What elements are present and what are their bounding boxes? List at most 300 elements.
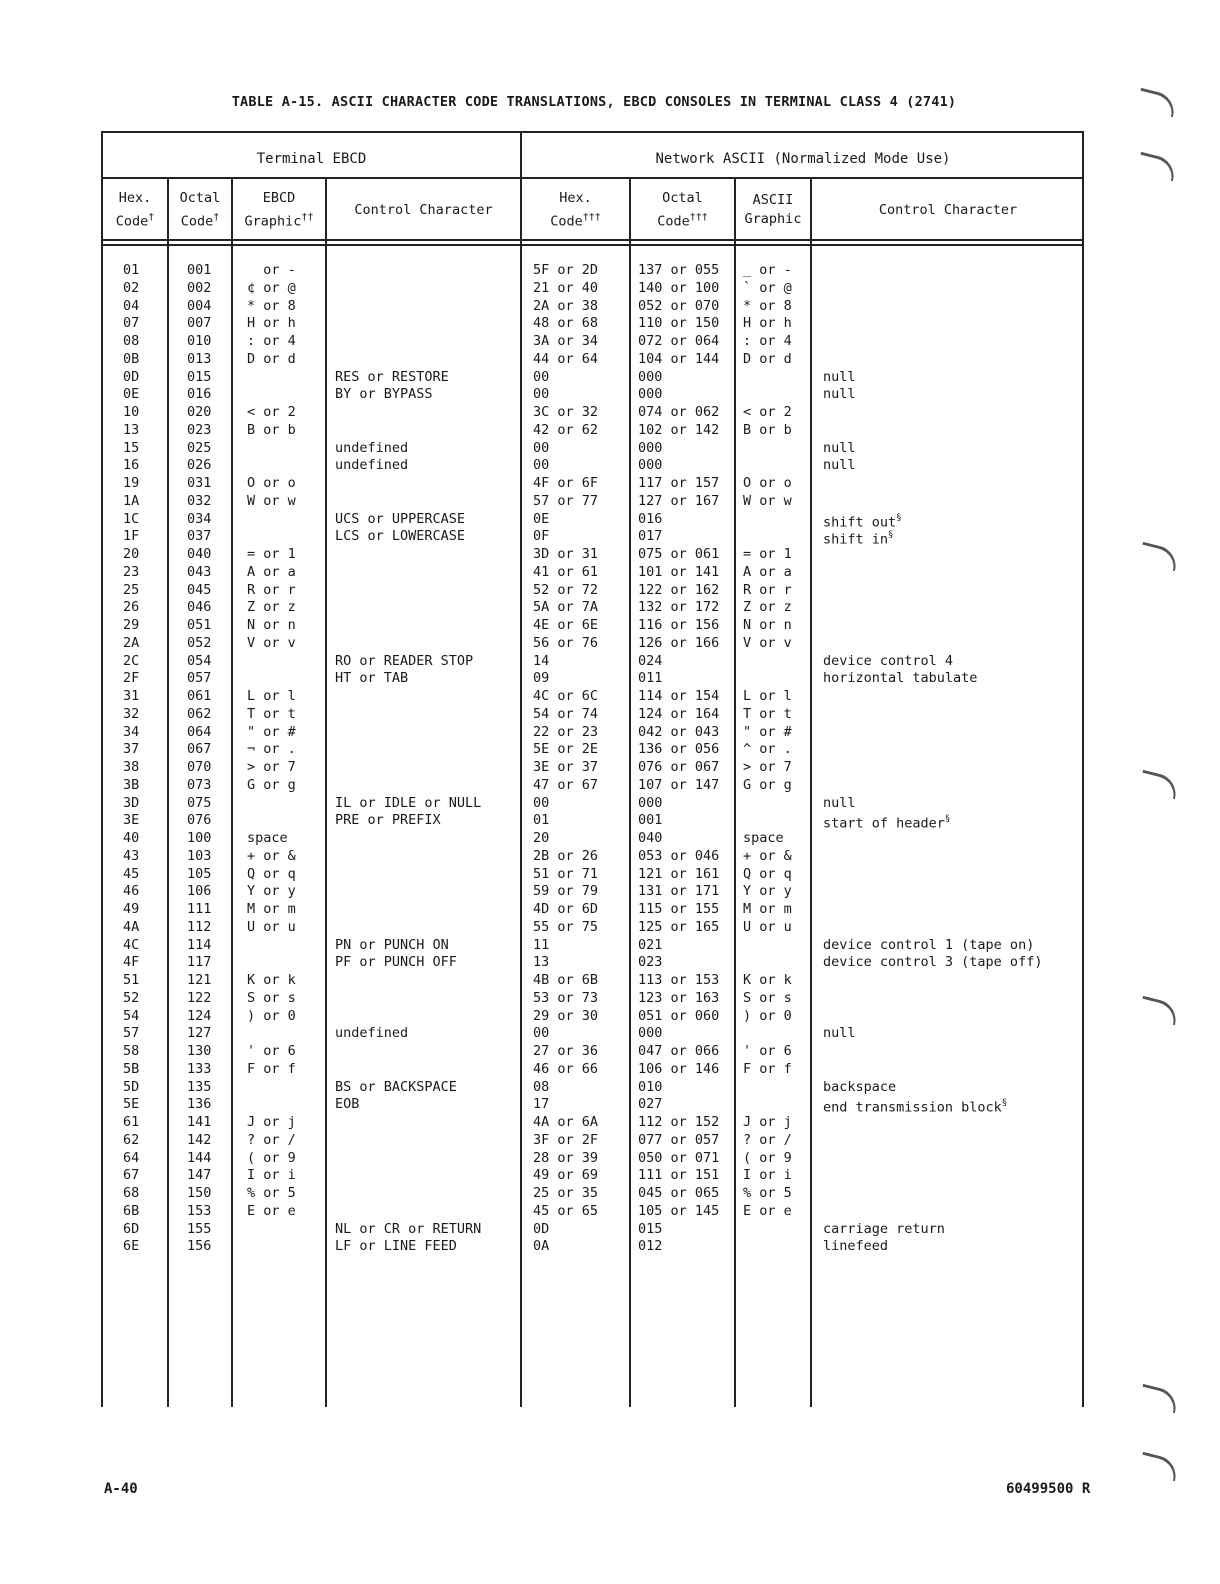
ascii-graphic-cell: L or l bbox=[743, 688, 792, 704]
octal-code-cell: 124 bbox=[187, 1007, 212, 1024]
octal-code-cell: 032 bbox=[187, 492, 212, 509]
header-octal-code: Octal Code† bbox=[179, 189, 221, 230]
octal-code-cell: 100 bbox=[187, 830, 212, 846]
table-row bbox=[103, 1078, 1082, 1096]
ascii-hex-code-cell: 0F bbox=[533, 528, 550, 545]
control-character-cell: HT or TAB bbox=[335, 670, 409, 687]
table-row bbox=[103, 1060, 1082, 1078]
ascii-graphic-cell: W or w bbox=[743, 492, 792, 509]
ascii-hex-code-cell: 41 or 61 bbox=[533, 563, 599, 580]
ascii-octal-code-cell: 116 or 156 bbox=[638, 617, 720, 633]
table-row bbox=[103, 1220, 1082, 1238]
control-character-cell: NL or CR or RETURN bbox=[335, 1220, 482, 1237]
hex-code-cell: 2A bbox=[123, 634, 140, 651]
footnote-mark: § bbox=[888, 530, 894, 541]
ebcd-graphic-cell: D or d bbox=[247, 350, 296, 367]
ascii-octal-code-cell: 110 or 150 bbox=[638, 315, 720, 332]
octal-code-cell: 142 bbox=[187, 1131, 212, 1148]
octal-code-cell: 103 bbox=[187, 847, 212, 864]
hex-code-cell: 68 bbox=[123, 1185, 140, 1201]
hex-code-cell: 32 bbox=[123, 705, 140, 722]
hex-code-cell: 23 bbox=[123, 563, 140, 580]
ebcd-graphic-cell: R or r bbox=[247, 581, 296, 598]
octal-code-cell: 121 bbox=[187, 972, 212, 988]
ascii-octal-code-cell: 123 or 163 bbox=[638, 989, 720, 1006]
hex-code-cell: 52 bbox=[123, 989, 140, 1006]
octal-code-cell: 004 bbox=[187, 297, 212, 314]
octal-code-cell: 031 bbox=[187, 475, 212, 491]
ebcd-graphic-cell: ' or 6 bbox=[247, 1043, 296, 1059]
ascii-hex-code-cell: 3E or 37 bbox=[533, 759, 599, 775]
binder-hole-mark bbox=[1138, 1384, 1180, 1414]
ebcd-graphic-cell: : or 4 bbox=[247, 333, 296, 349]
hex-code-cell: 4A bbox=[123, 918, 140, 935]
octal-code-cell: 111 bbox=[187, 901, 212, 917]
octal-code-cell: 025 bbox=[187, 439, 212, 456]
table-row bbox=[103, 403, 1082, 421]
ascii-graphic-cell: ( or 9 bbox=[743, 1149, 792, 1166]
ebcd-graphic-cell: < or 2 bbox=[247, 404, 296, 420]
ascii-hex-code-cell: 47 or 67 bbox=[533, 776, 599, 793]
octal-code-cell: 010 bbox=[187, 333, 212, 349]
table-row bbox=[103, 634, 1082, 652]
ascii-graphic-cell: U or u bbox=[743, 918, 792, 935]
ebcd-graphic-cell: K or k bbox=[247, 972, 296, 988]
ascii-hex-code-cell: 52 or 72 bbox=[533, 581, 599, 598]
ascii-hex-code-cell: 51 or 71 bbox=[533, 865, 599, 882]
ascii-graphic-cell: * or 8 bbox=[743, 297, 792, 314]
ascii-hex-code-cell: 00 bbox=[533, 1025, 550, 1042]
ebcd-graphic-cell: F or f bbox=[247, 1060, 296, 1077]
table-row bbox=[103, 705, 1082, 723]
ebcd-graphic-cell: O or o bbox=[247, 475, 296, 491]
table-row bbox=[103, 510, 1082, 528]
hex-code-cell: 64 bbox=[123, 1149, 140, 1166]
hex-code-cell: 0E bbox=[123, 386, 140, 403]
table-row bbox=[103, 297, 1082, 315]
table-row bbox=[103, 865, 1082, 883]
ebcd-graphic-cell: B or b bbox=[247, 421, 296, 438]
header-ebcd-graphic: EBCD Graphic†† bbox=[244, 189, 314, 230]
control-character-cell: EOB bbox=[335, 1096, 360, 1113]
ebcd-graphic-cell: Z or z bbox=[247, 599, 296, 616]
table-row bbox=[103, 350, 1082, 368]
ascii-octal-code-cell: 077 or 057 bbox=[638, 1131, 720, 1148]
table-row bbox=[103, 1131, 1082, 1149]
table-row bbox=[103, 1024, 1082, 1042]
table-row bbox=[103, 687, 1082, 705]
table-row bbox=[103, 385, 1082, 403]
ascii-octal-code-cell: 132 or 172 bbox=[638, 599, 720, 616]
octal-code-cell: 127 bbox=[187, 1025, 212, 1042]
ascii-graphic-cell: H or h bbox=[743, 315, 792, 332]
table-row bbox=[103, 1166, 1082, 1184]
ascii-octal-code-cell: 000 bbox=[638, 794, 663, 811]
table-row bbox=[103, 740, 1082, 758]
octal-code-cell: 135 bbox=[187, 1078, 212, 1095]
ascii-hex-code-cell: 21 or 40 bbox=[533, 279, 599, 296]
ebcd-graphic-cell: or - bbox=[247, 262, 296, 278]
hex-code-cell: 20 bbox=[123, 546, 140, 562]
hex-code-cell: 37 bbox=[123, 741, 140, 758]
ascii-octal-code-cell: 001 bbox=[638, 812, 663, 829]
hex-code-cell: 1C bbox=[123, 510, 140, 527]
ebcd-graphic-cell: T or t bbox=[247, 705, 296, 722]
ascii-octal-code-cell: 011 bbox=[638, 670, 663, 687]
hex-code-cell: 3E bbox=[123, 812, 140, 829]
ascii-hex-code-cell: 4F or 6F bbox=[533, 475, 599, 491]
hex-code-cell: 31 bbox=[123, 688, 140, 704]
hex-code-cell: 54 bbox=[123, 1007, 140, 1024]
octal-code-cell: 057 bbox=[187, 670, 212, 687]
ascii-hex-code-cell: 3A or 34 bbox=[533, 333, 599, 349]
octal-code-cell: 016 bbox=[187, 386, 212, 403]
octal-code-cell: 070 bbox=[187, 759, 212, 775]
ascii-octal-code-cell: 140 or 100 bbox=[638, 279, 720, 296]
ascii-octal-code-cell: 124 or 164 bbox=[638, 705, 720, 722]
octal-code-cell: 051 bbox=[187, 617, 212, 633]
octal-code-cell: 046 bbox=[187, 599, 212, 616]
octal-code-cell: 114 bbox=[187, 936, 212, 953]
ascii-hex-code-cell: 4C or 6C bbox=[533, 688, 599, 704]
group-header-network: Network ASCII (Normalized Mode Use) bbox=[655, 151, 951, 167]
ebcd-graphic-cell: * or 8 bbox=[247, 297, 296, 314]
ebcd-graphic-cell: ¢ or @ bbox=[247, 279, 296, 296]
footnote-mark: § bbox=[1001, 1098, 1008, 1109]
ascii-hex-code-cell: 59 or 79 bbox=[533, 883, 599, 900]
table-row bbox=[103, 1095, 1082, 1116]
header-ascii-control-character: Control Character bbox=[878, 201, 1018, 218]
ascii-graphic-cell: _ or - bbox=[743, 262, 792, 278]
ascii-hex-code-cell: 4B or 6B bbox=[533, 972, 599, 988]
ebcd-graphic-cell: Q or q bbox=[247, 865, 296, 882]
header-ascii-octal-code: Octal Code††† bbox=[657, 189, 708, 230]
octal-code-cell: 122 bbox=[187, 989, 212, 1006]
ascii-hex-code-cell: 0D bbox=[533, 1220, 550, 1237]
table-row bbox=[103, 527, 1082, 548]
ascii-octal-code-cell: 012 bbox=[638, 1238, 663, 1255]
control-character-cell: LF or LINE FEED bbox=[335, 1238, 457, 1255]
table-row bbox=[103, 900, 1082, 918]
octal-code-cell: 023 bbox=[187, 421, 212, 438]
table-row bbox=[103, 723, 1082, 741]
ascii-octal-code-cell: 075 or 061 bbox=[638, 546, 720, 562]
ascii-control-character-cell: null bbox=[823, 1025, 856, 1042]
ascii-graphic-cell: K or k bbox=[743, 972, 792, 988]
ascii-graphic-cell: ? or / bbox=[743, 1131, 792, 1148]
ascii-octal-code-cell: 105 or 145 bbox=[638, 1202, 720, 1219]
ascii-octal-code-cell: 137 or 055 bbox=[638, 262, 720, 278]
ascii-graphic-cell: " or # bbox=[743, 723, 792, 740]
ascii-control-character-cell: null bbox=[823, 457, 856, 474]
table-row bbox=[103, 1149, 1082, 1167]
hex-code-cell: 02 bbox=[123, 279, 140, 296]
hex-code-cell: 13 bbox=[123, 421, 140, 438]
page-number: A-40 bbox=[104, 1481, 138, 1497]
ascii-octal-code-cell: 106 or 146 bbox=[638, 1060, 720, 1077]
table-row bbox=[103, 598, 1082, 616]
octal-code-cell: 130 bbox=[187, 1043, 212, 1059]
binder-hole-mark bbox=[1138, 996, 1180, 1026]
ascii-graphic-cell: + or & bbox=[743, 847, 792, 864]
ascii-hex-code-cell: 20 bbox=[533, 830, 550, 846]
ascii-hex-code-cell: 5E or 2E bbox=[533, 741, 599, 758]
hex-code-cell: 43 bbox=[123, 847, 140, 864]
ebcd-graphic-cell: U or u bbox=[247, 918, 296, 935]
table-title: TABLE A-15. ASCII CHARACTER CODE TRANSLATIONS, EBCD CONSOLES IN TERMINAL CLASS 4 (2741) bbox=[231, 94, 957, 110]
control-character-cell: BS or BACKSPACE bbox=[335, 1078, 457, 1095]
header-rule-bottom bbox=[103, 244, 1082, 246]
ascii-hex-code-cell: 13 bbox=[533, 954, 550, 971]
hex-code-cell: 40 bbox=[123, 830, 140, 846]
hex-code-cell: 4F bbox=[123, 954, 140, 971]
ebcd-graphic-cell: ( or 9 bbox=[247, 1149, 296, 1166]
ascii-graphic-cell: A or a bbox=[743, 563, 792, 580]
table-row bbox=[103, 1184, 1082, 1202]
octal-code-cell: 117 bbox=[187, 954, 212, 971]
binder-hole-mark bbox=[1136, 88, 1178, 118]
hex-code-cell: 0B bbox=[123, 350, 140, 367]
ascii-control-character-cell: shift in§ bbox=[823, 530, 894, 548]
ebcd-graphic-cell: M or m bbox=[247, 901, 296, 917]
binder-hole-mark bbox=[1138, 770, 1180, 800]
ebcd-graphic-cell: G or g bbox=[247, 776, 296, 793]
table-row bbox=[103, 1237, 1082, 1255]
ascii-hex-code-cell: 53 or 73 bbox=[533, 989, 599, 1006]
octal-code-cell: 112 bbox=[187, 918, 212, 935]
table-row bbox=[103, 474, 1082, 492]
ascii-hex-code-cell: 44 or 64 bbox=[533, 350, 599, 367]
ascii-graphic-cell: space bbox=[743, 830, 784, 846]
ascii-octal-code-cell: 121 or 161 bbox=[638, 865, 720, 882]
ascii-hex-code-cell: 0A bbox=[533, 1238, 550, 1255]
ascii-hex-code-cell: 09 bbox=[533, 670, 550, 687]
ascii-octal-code-cell: 050 or 071 bbox=[638, 1149, 720, 1166]
ascii-octal-code-cell: 125 or 165 bbox=[638, 918, 720, 935]
table-row bbox=[103, 847, 1082, 865]
control-character-cell: UCS or UPPERCASE bbox=[335, 510, 466, 527]
ascii-graphic-cell: S or s bbox=[743, 989, 792, 1006]
ascii-octal-code-cell: 000 bbox=[638, 368, 663, 385]
octal-code-cell: 105 bbox=[187, 865, 212, 882]
footnote-mark: § bbox=[944, 814, 951, 825]
ascii-hex-code-cell: 5A or 7A bbox=[533, 599, 599, 616]
control-character-cell: undefined bbox=[335, 457, 409, 474]
ebcd-graphic-cell: ) or 0 bbox=[247, 1007, 296, 1024]
hex-code-cell: 2F bbox=[123, 670, 140, 687]
octal-code-cell: 073 bbox=[187, 776, 212, 793]
ascii-control-character-cell: device control 3 (tape off) bbox=[823, 954, 1043, 971]
ascii-octal-code-cell: 000 bbox=[638, 439, 663, 456]
ascii-hex-code-cell: 3F or 2F bbox=[533, 1131, 599, 1148]
document-number: 60499500 R bbox=[1006, 1481, 1091, 1497]
ascii-control-character-cell: null bbox=[823, 794, 856, 811]
ascii-graphic-cell: I or i bbox=[743, 1167, 792, 1184]
octal-code-cell: 155 bbox=[187, 1220, 212, 1237]
ebcd-graphic-cell: + or & bbox=[247, 847, 296, 864]
ebcd-graphic-cell: ? or / bbox=[247, 1131, 296, 1148]
ascii-octal-code-cell: 015 bbox=[638, 1220, 663, 1237]
octal-code-cell: 061 bbox=[187, 688, 212, 704]
ascii-hex-code-cell: 22 or 23 bbox=[533, 723, 599, 740]
ascii-octal-code-cell: 107 or 147 bbox=[638, 776, 720, 793]
octal-code-cell: 075 bbox=[187, 794, 212, 811]
hex-code-cell: 6D bbox=[123, 1220, 140, 1237]
ebcd-graphic-cell: space bbox=[247, 830, 288, 846]
ebcd-graphic-cell: H or h bbox=[247, 315, 296, 332]
ebcd-graphic-cell: W or w bbox=[247, 492, 296, 509]
ascii-graphic-cell: = or 1 bbox=[743, 546, 792, 562]
ascii-control-character-cell: end transmission block§ bbox=[823, 1098, 1008, 1116]
ascii-hex-code-cell: 00 bbox=[533, 368, 550, 385]
ascii-octal-code-cell: 010 bbox=[638, 1078, 663, 1095]
table-row bbox=[103, 882, 1082, 900]
control-character-cell: IL or IDLE or NULL bbox=[335, 794, 482, 811]
ascii-hex-code-cell: 42 or 62 bbox=[533, 421, 599, 438]
ascii-octal-code-cell: 112 or 152 bbox=[638, 1114, 720, 1130]
ascii-hex-code-cell: 4D or 6D bbox=[533, 901, 599, 917]
ascii-octal-code-cell: 115 or 155 bbox=[638, 901, 720, 917]
hex-code-cell: 6E bbox=[123, 1238, 140, 1255]
ebcd-graphic-cell: S or s bbox=[247, 989, 296, 1006]
hex-code-cell: 57 bbox=[123, 1025, 140, 1042]
ascii-control-character-cell: horizontal tabulate bbox=[823, 670, 978, 687]
ascii-graphic-cell: % or 5 bbox=[743, 1185, 792, 1201]
ascii-graphic-cell: O or o bbox=[743, 475, 792, 491]
ascii-octal-code-cell: 051 or 060 bbox=[638, 1007, 720, 1024]
ascii-hex-code-cell: 28 or 39 bbox=[533, 1149, 599, 1166]
hex-code-cell: 3B bbox=[123, 776, 140, 793]
hex-code-cell: 58 bbox=[123, 1043, 140, 1059]
ebcd-graphic-cell: A or a bbox=[247, 563, 296, 580]
ascii-graphic-cell: D or d bbox=[743, 350, 792, 367]
table-row bbox=[103, 936, 1082, 954]
ascii-graphic-cell: Y or y bbox=[743, 883, 792, 900]
ascii-graphic-cell: E or e bbox=[743, 1202, 792, 1219]
binder-hole-mark bbox=[1138, 542, 1180, 572]
ascii-octal-code-cell: 047 or 066 bbox=[638, 1043, 720, 1059]
octal-code-cell: 076 bbox=[187, 812, 212, 829]
ascii-octal-code-cell: 102 or 142 bbox=[638, 421, 720, 438]
table-row bbox=[103, 971, 1082, 989]
octal-code-cell: 043 bbox=[187, 563, 212, 580]
ascii-octal-code-cell: 111 or 151 bbox=[638, 1167, 720, 1184]
ascii-graphic-cell: G or g bbox=[743, 776, 792, 793]
ascii-hex-code-cell: 3D or 31 bbox=[533, 546, 599, 562]
ebcd-graphic-cell: = or 1 bbox=[247, 546, 296, 562]
ascii-hex-code-cell: 11 bbox=[533, 936, 550, 953]
octal-code-cell: 106 bbox=[187, 883, 212, 900]
ascii-hex-code-cell: 08 bbox=[533, 1078, 550, 1095]
hex-code-cell: 5E bbox=[123, 1096, 140, 1113]
octal-code-cell: 040 bbox=[187, 546, 212, 562]
ascii-control-character-cell: null bbox=[823, 386, 856, 403]
ascii-octal-code-cell: 027 bbox=[638, 1096, 663, 1113]
ascii-graphic-cell: F or f bbox=[743, 1060, 792, 1077]
hex-code-cell: 25 bbox=[123, 581, 140, 598]
ascii-graphic-cell: Z or z bbox=[743, 599, 792, 616]
table-row bbox=[103, 581, 1082, 599]
octal-code-cell: 013 bbox=[187, 350, 212, 367]
ascii-control-character-cell: carriage return bbox=[823, 1220, 945, 1237]
octal-code-cell: 045 bbox=[187, 581, 212, 598]
octal-code-cell: 052 bbox=[187, 634, 212, 651]
ebcd-graphic-cell: J or j bbox=[247, 1114, 296, 1130]
ascii-octal-code-cell: 000 bbox=[638, 386, 663, 403]
ascii-graphic-cell: > or 7 bbox=[743, 759, 792, 775]
hex-code-cell: 19 bbox=[123, 475, 140, 491]
ascii-octal-code-cell: 040 bbox=[638, 830, 663, 846]
octal-code-cell: 144 bbox=[187, 1149, 212, 1166]
header-ascii-hex-code: Hex. Code††† bbox=[550, 189, 601, 230]
hex-code-cell: 2C bbox=[123, 652, 140, 669]
ascii-hex-code-cell: 4A or 6A bbox=[533, 1114, 599, 1130]
hex-code-cell: 49 bbox=[123, 901, 140, 917]
ascii-control-character-cell: backspace bbox=[823, 1078, 897, 1095]
ascii-octal-code-cell: 053 or 046 bbox=[638, 847, 720, 864]
control-character-cell: PF or PUNCH OFF bbox=[335, 954, 457, 971]
table-row bbox=[103, 314, 1082, 332]
octal-code-cell: 037 bbox=[187, 528, 212, 545]
control-character-cell: PRE or PREFIX bbox=[335, 812, 441, 829]
ascii-octal-code-cell: 117 or 157 bbox=[638, 475, 720, 491]
ascii-hex-code-cell: 55 or 75 bbox=[533, 918, 599, 935]
hex-code-cell: 5D bbox=[123, 1078, 140, 1095]
hex-code-cell: 01 bbox=[123, 262, 140, 278]
ascii-graphic-cell: ) or 0 bbox=[743, 1007, 792, 1024]
ascii-graphic-cell: M or m bbox=[743, 901, 792, 917]
ascii-hex-code-cell: 5F or 2D bbox=[533, 262, 599, 278]
hex-code-cell: 61 bbox=[123, 1114, 140, 1130]
ascii-graphic-cell: T or t bbox=[743, 705, 792, 722]
ascii-octal-code-cell: 052 or 070 bbox=[638, 297, 720, 314]
ascii-graphic-cell: V or v bbox=[743, 634, 792, 651]
ascii-hex-code-cell: 00 bbox=[533, 794, 550, 811]
octal-code-cell: 015 bbox=[187, 368, 212, 385]
control-character-cell: LCS or LOWERCASE bbox=[335, 528, 466, 545]
hex-code-cell: 51 bbox=[123, 972, 140, 988]
header-hex-code: Hex. Code† bbox=[115, 189, 155, 230]
ascii-octal-code-cell: 017 bbox=[638, 528, 663, 545]
ascii-octal-code-cell: 127 or 167 bbox=[638, 492, 720, 509]
header-ascii-graphic: ASCII Graphic bbox=[744, 192, 802, 227]
table-row bbox=[103, 492, 1082, 510]
table-row bbox=[103, 776, 1082, 794]
octal-code-cell: 007 bbox=[187, 315, 212, 332]
ascii-octal-code-cell: 016 bbox=[638, 510, 663, 527]
ascii-graphic-cell: ` or @ bbox=[743, 279, 792, 296]
ascii-hex-code-cell: 49 or 69 bbox=[533, 1167, 599, 1184]
ascii-hex-code-cell: 14 bbox=[533, 652, 550, 669]
ascii-hex-code-cell: 27 or 36 bbox=[533, 1043, 599, 1059]
ascii-octal-code-cell: 042 or 043 bbox=[638, 723, 720, 740]
ascii-graphic-cell: Q or q bbox=[743, 865, 792, 882]
ebcd-graphic-cell: Y or y bbox=[247, 883, 296, 900]
octal-code-cell: 062 bbox=[187, 705, 212, 722]
hex-code-cell: 38 bbox=[123, 759, 140, 775]
octal-code-cell: 026 bbox=[187, 457, 212, 474]
table-row bbox=[103, 1202, 1082, 1220]
ascii-graphic-cell: ^ or . bbox=[743, 741, 792, 758]
hex-code-cell: 3D bbox=[123, 794, 140, 811]
ebcd-graphic-cell: > or 7 bbox=[247, 759, 296, 775]
hex-code-cell: 45 bbox=[123, 865, 140, 882]
table-row bbox=[103, 545, 1082, 563]
table-row bbox=[103, 829, 1082, 847]
table-row bbox=[103, 1007, 1082, 1025]
group-header-terminal: Terminal EBCD bbox=[256, 151, 367, 167]
ascii-octal-code-cell: 114 or 154 bbox=[638, 688, 720, 704]
